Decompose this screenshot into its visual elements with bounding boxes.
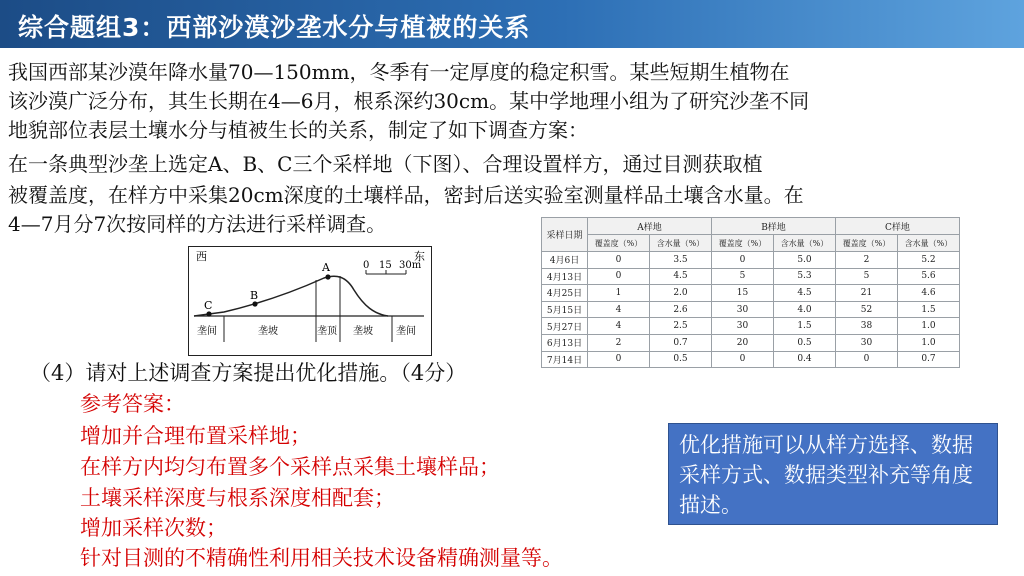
paragraph-line: 我国西部某沙漠年降水量70—150mm，冬季有一定厚度的稳定积雪。某些短期生植物在: [8, 60, 790, 84]
zone-label: 垄坡: [258, 326, 278, 337]
paragraph-line: 地貌部位表层土壤水分与植被生长的关系，制定了如下调查方案：: [8, 118, 588, 142]
west-label: 西: [196, 250, 207, 263]
point-c-marker: [206, 311, 211, 316]
coverage-cell: 4: [588, 318, 650, 335]
moisture-cell: 5.0: [774, 252, 836, 269]
coverage-cell: 21: [836, 285, 898, 302]
moisture-cell: 0.5: [774, 334, 836, 351]
coverage-cell: 4: [588, 301, 650, 318]
answer-item: 针对目测的不精确性利用相关技术设备精确测量等。: [80, 546, 563, 570]
table-row: [542, 351, 960, 368]
sampling-data-table: [541, 217, 960, 368]
hint-box: [668, 423, 998, 525]
coverage-cell: 2: [836, 252, 898, 269]
coverage-cell: 30: [712, 301, 774, 318]
zone-label: 垄顶: [317, 326, 337, 337]
moisture-cell: 3.5: [650, 252, 712, 269]
date-cell: 4月6日: [542, 252, 588, 269]
table-row: [542, 285, 960, 302]
moisture-cell: 5.2: [898, 252, 960, 269]
date-cell: 5月27日: [542, 318, 588, 335]
zone-label: 垄间: [396, 326, 416, 337]
moisture-header: 含水量（%）: [650, 235, 712, 252]
coverage-cell: 0: [836, 351, 898, 368]
coverage-cell: 52: [836, 301, 898, 318]
answer-heading: 参考答案：: [80, 392, 185, 416]
date-cell: 4月25日: [542, 285, 588, 302]
moisture-cell: 4.0: [774, 301, 836, 318]
moisture-cell: 2.6: [650, 301, 712, 318]
paragraph-line: 4—7月分7次按同样的方法进行采样调查。: [8, 212, 387, 236]
coverage-cell: 0: [712, 252, 774, 269]
moisture-cell: 1.5: [898, 301, 960, 318]
date-cell: 7月14日: [542, 351, 588, 368]
coverage-header: 覆盖度（%）: [836, 235, 898, 252]
east-label: 东: [414, 250, 425, 263]
coverage-cell: 0: [588, 252, 650, 269]
moisture-cell: 2.0: [650, 285, 712, 302]
point-a-label: A: [322, 261, 330, 274]
table-row: [542, 252, 960, 269]
answer-item: 增加采样次数；: [80, 516, 227, 540]
coverage-cell: 0: [712, 351, 774, 368]
coverage-cell: 1: [588, 285, 650, 302]
coverage-header: 覆盖度（%）: [588, 235, 650, 252]
answer-item: 在样方内均匀布置多个采样点采集土壤样品；: [80, 455, 500, 479]
moisture-cell: 5.6: [898, 268, 960, 285]
moisture-cell: 2.5: [650, 318, 712, 335]
coverage-cell: 5: [836, 268, 898, 285]
moisture-header: 含水量（%）: [774, 235, 836, 252]
scale-label-0: 0: [363, 260, 370, 271]
moisture-header: 含水量（%）: [898, 235, 960, 252]
moisture-cell: 4.5: [774, 285, 836, 302]
date-header: 采样日期: [542, 218, 588, 252]
point-b-marker: [252, 301, 257, 306]
title-bar: [0, 0, 1024, 48]
coverage-cell: 15: [712, 285, 774, 302]
moisture-cell: 1.5: [774, 318, 836, 335]
dune-profile-diagram: [188, 246, 432, 356]
moisture-cell: 4.5: [650, 268, 712, 285]
paragraph-line: 在一条典型沙垄上选定A、B、C三个采样地（下图）、合理设置样方，通过目测获取植: [8, 152, 763, 176]
moisture-cell: 0.7: [650, 334, 712, 351]
table-row: [542, 301, 960, 318]
moisture-cell: 0.5: [650, 351, 712, 368]
paragraph-line: 该沙漠广泛分布，其生长期在4—6月，根系深约30cm。某中学地理小组为了研究沙垄不同: [8, 89, 810, 113]
scale-label-15: 15: [379, 260, 392, 271]
moisture-cell: 4.6: [898, 285, 960, 302]
moisture-cell: 0.4: [774, 351, 836, 368]
table-row: [542, 268, 960, 285]
site-a-header: A样地: [588, 218, 712, 235]
point-c-label: C: [204, 299, 213, 312]
scale-label-30: 30m: [399, 260, 422, 271]
coverage-cell: 20: [712, 334, 774, 351]
date-cell: 4月13日: [542, 268, 588, 285]
coverage-cell: 0: [588, 268, 650, 285]
coverage-header: 覆盖度（%）: [712, 235, 774, 252]
site-b-header: B样地: [712, 218, 836, 235]
answer-item: 增加并合理布置采样地；: [80, 424, 311, 448]
paragraph-line: 被覆盖度，在样方中采集20cm深度的土壤样品，密封后送实验室测量样品土壤含水量。在: [8, 183, 804, 207]
site-c-header: C样地: [836, 218, 960, 235]
date-cell: 6月13日: [542, 334, 588, 351]
hint-text: 优化措施可以从样方选择、数据采样方式、数据类型补充等角度描述。: [679, 433, 973, 517]
coverage-cell: 38: [836, 318, 898, 335]
table-row: [542, 318, 960, 335]
zone-label: 垄坡: [353, 326, 373, 337]
zone-label: 垄间: [197, 326, 217, 337]
answer-item: 土壤采样深度与根系深度相配套；: [80, 486, 395, 510]
moisture-cell: 0.7: [898, 351, 960, 368]
coverage-cell: 0: [588, 351, 650, 368]
slide-title: 综合题组3：西部沙漠沙垄水分与植被的关系: [18, 13, 531, 42]
coverage-cell: 30: [836, 334, 898, 351]
moisture-cell: 1.0: [898, 334, 960, 351]
coverage-cell: 5: [712, 268, 774, 285]
moisture-cell: 5.3: [774, 268, 836, 285]
table-row: [542, 334, 960, 351]
point-a-marker: [325, 274, 330, 279]
date-cell: 5月15日: [542, 301, 588, 318]
coverage-cell: 30: [712, 318, 774, 335]
question-4: （4）请对上述调查方案提出优化措施。（4分）: [30, 361, 467, 385]
moisture-cell: 1.0: [898, 318, 960, 335]
coverage-cell: 2: [588, 334, 650, 351]
point-b-label: B: [250, 289, 259, 302]
